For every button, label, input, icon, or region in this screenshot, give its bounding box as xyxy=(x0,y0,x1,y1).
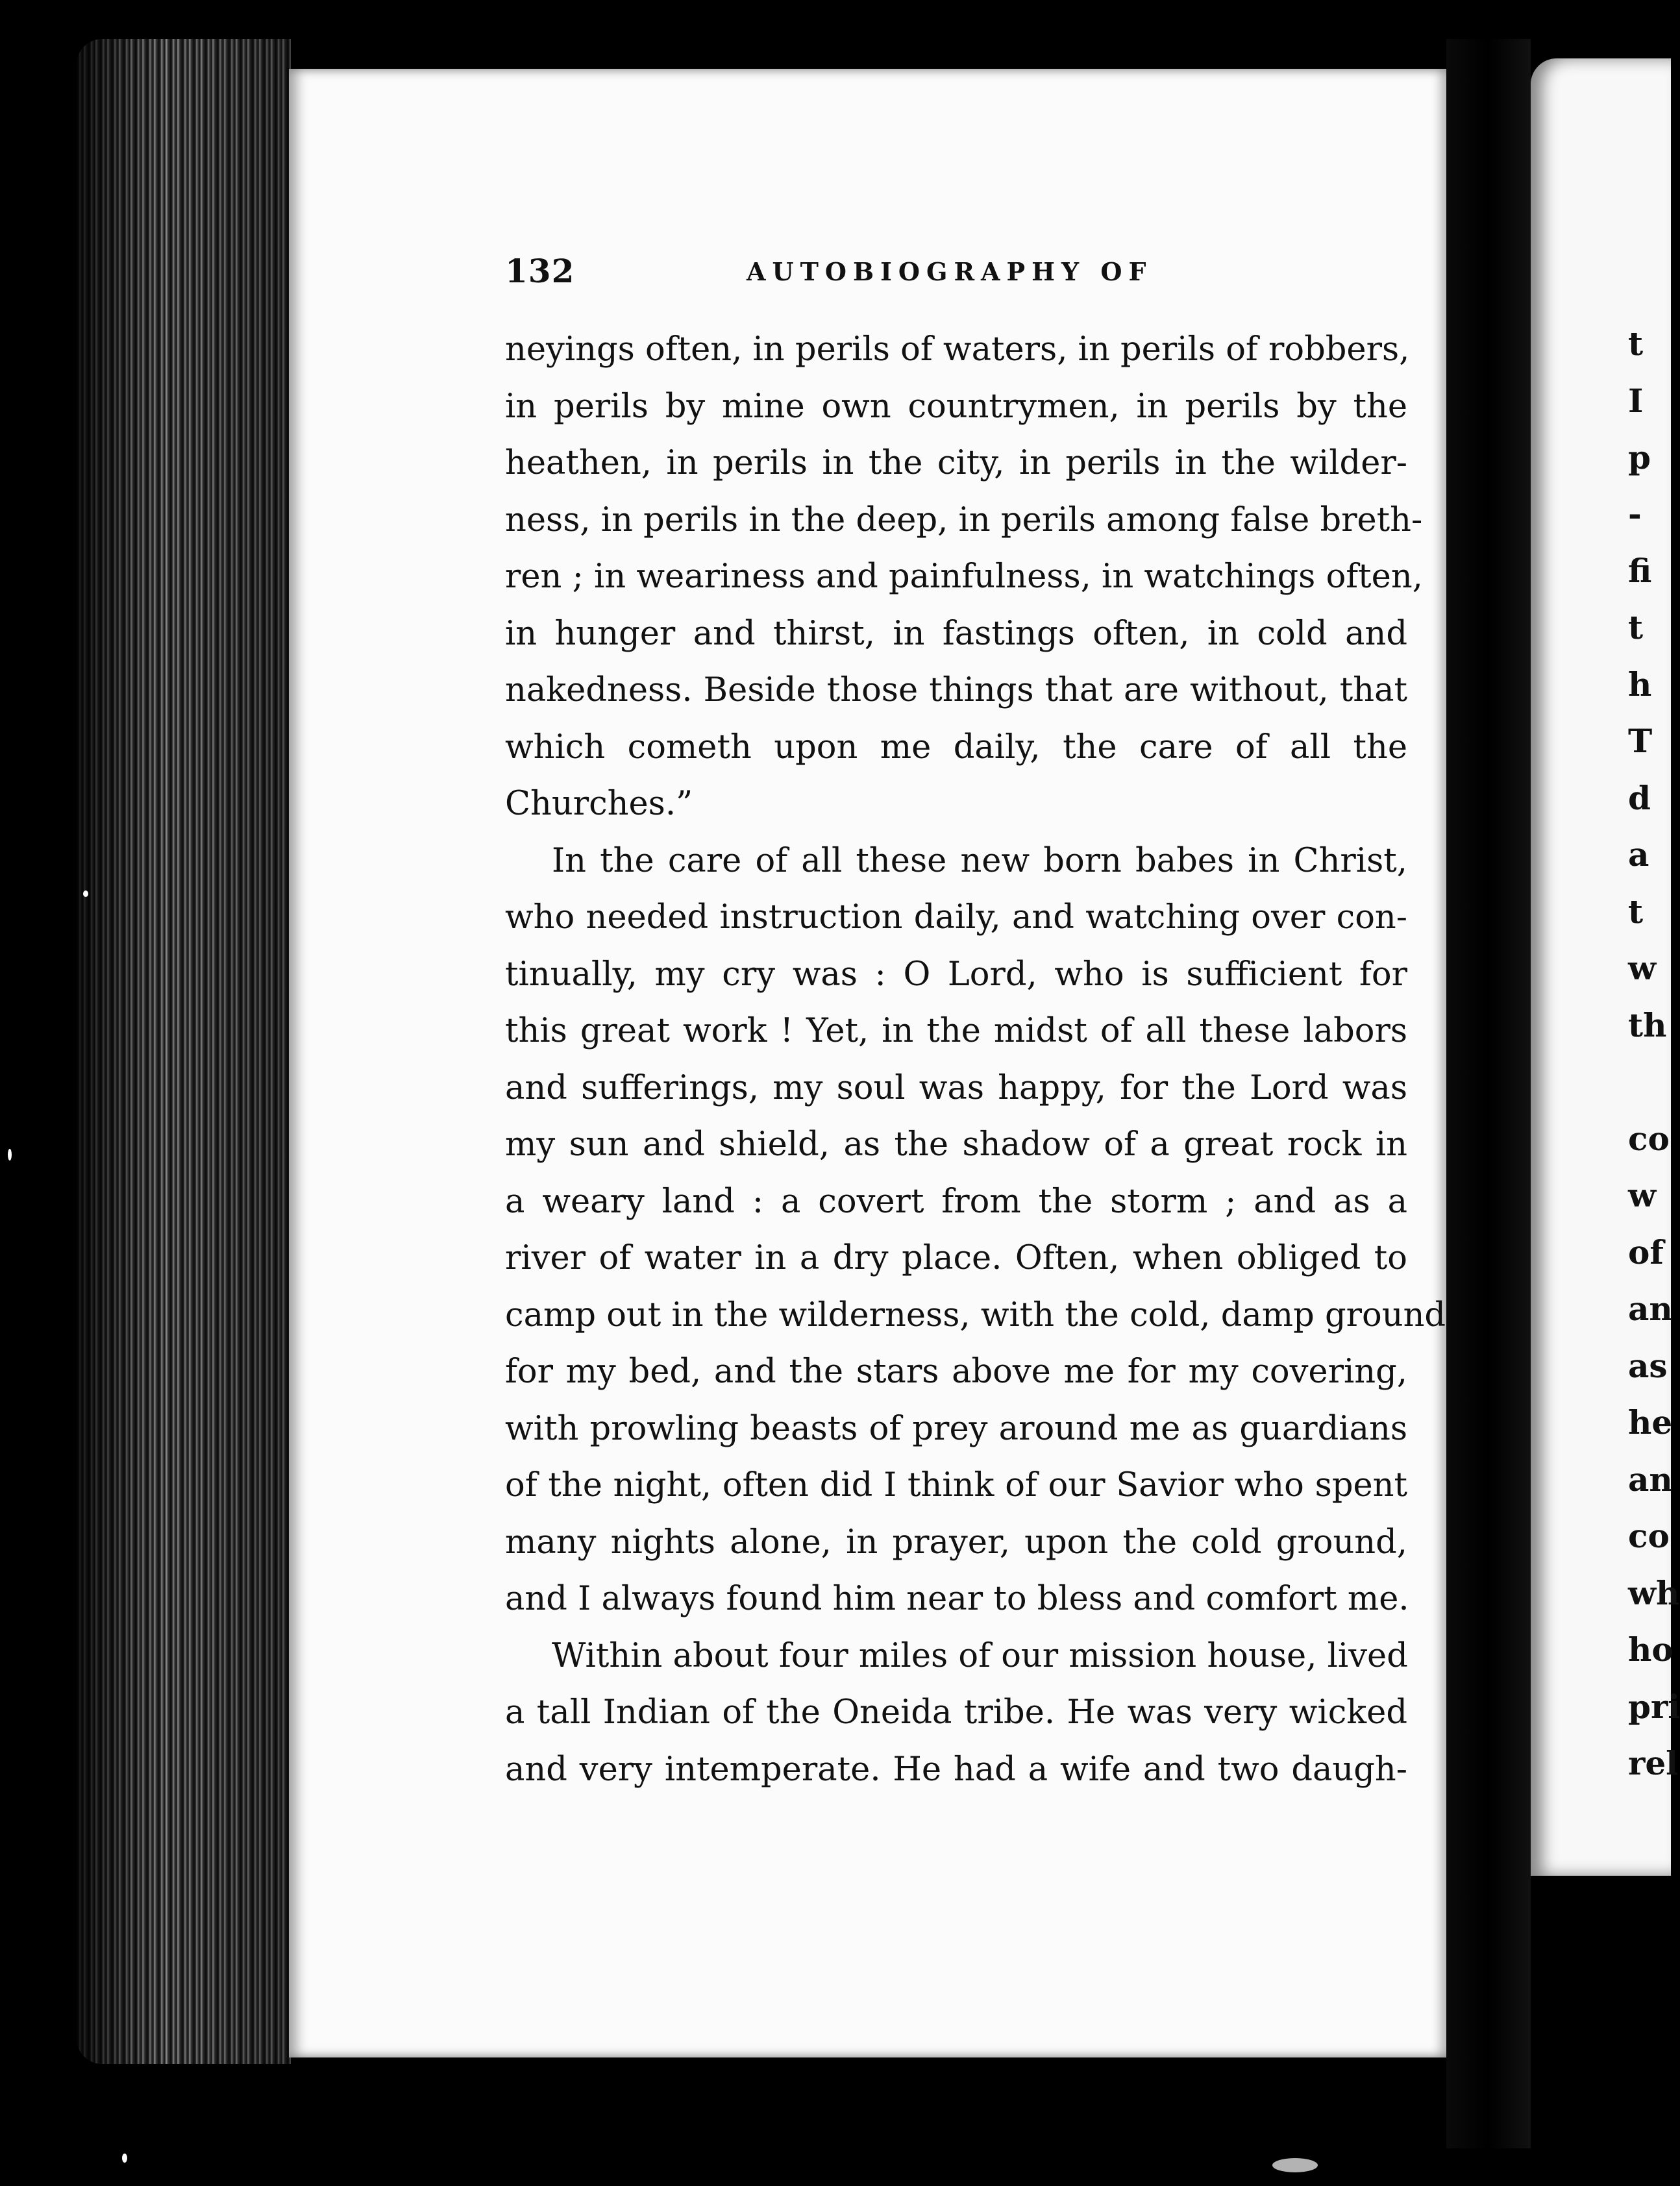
text-line: and I always found him near to bless and comfort me. xyxy=(505,1580,1409,1618)
page-number: 132 xyxy=(505,252,575,290)
scan-speck xyxy=(8,1149,12,1161)
text-line: and sufferings, my soul was happy, for the Lord was xyxy=(505,1068,1407,1107)
text-line: Churches.” xyxy=(505,785,693,823)
text-line: heathen, in perils in the city, in perils in the wilder- xyxy=(505,444,1407,482)
facing-page xyxy=(1531,58,1680,1876)
text-line: this great work ! Yet, in the midst of all these labors xyxy=(505,1012,1407,1050)
facing-page-fragment: wh xyxy=(1628,1574,1680,1612)
facing-page-fragment: he xyxy=(1628,1403,1673,1442)
page-header xyxy=(505,252,1414,291)
facing-page-fragment: h xyxy=(1628,665,1652,704)
text-line: river of water in a dry place. Often, when obliged to xyxy=(505,1239,1407,1277)
scan-speck xyxy=(122,2154,127,2163)
facing-page-fragment: t xyxy=(1628,325,1644,363)
text-line: of the night, often did I think of our Savior who spent xyxy=(505,1466,1407,1504)
text-line: a tall Indian of the Oneida tribe. He was very wicked xyxy=(505,1693,1407,1732)
facing-page-fragment: as xyxy=(1628,1347,1668,1385)
facing-page-fragment: d xyxy=(1628,779,1651,817)
text-line: in hunger and thirst, in fastings often, in cold and xyxy=(505,614,1407,653)
text-line: and very intemperate. He had a wife and two daugh- xyxy=(505,1750,1407,1789)
facing-page-fragment: co xyxy=(1628,1517,1670,1555)
text-line: Within about four miles of our mission house, lived xyxy=(552,1636,1408,1675)
facing-page-fragment: t xyxy=(1628,608,1644,646)
facing-page-fragment: a xyxy=(1628,835,1649,874)
text-line: ren ; in weariness and painfulness, in watchings often, xyxy=(505,558,1423,596)
text-line: a weary land : a covert from the storm ; and as a xyxy=(505,1182,1407,1221)
facing-page-fragment: an xyxy=(1628,1290,1673,1328)
text-line: which cometh upon me daily, the care of all the xyxy=(505,728,1407,767)
facing-page-fragment: an xyxy=(1628,1460,1673,1499)
facing-page-fragment: w xyxy=(1628,1176,1657,1214)
facing-page-fragment: of xyxy=(1628,1233,1664,1271)
text-line: who needed instruction daily, and watching over con- xyxy=(505,898,1407,937)
facing-page-fragment: - xyxy=(1628,495,1642,533)
facing-page-fragment: t xyxy=(1628,892,1644,931)
text-line: my sun and shield, as the shadow of a great rock in xyxy=(505,1125,1407,1164)
facing-page-fragment: T xyxy=(1628,722,1653,760)
text-line: for my bed, and the stars above me for my covering, xyxy=(505,1353,1407,1391)
facing-page-fragment: pri xyxy=(1628,1688,1680,1726)
body-text xyxy=(505,321,1446,1798)
facing-page-fragment: p xyxy=(1628,438,1651,476)
facing-page-fragment: ho xyxy=(1628,1630,1674,1669)
running-head: AUTOBIOGRAPHY OF xyxy=(747,257,1153,286)
text-line: tinually, my cry was : O Lord, who is sufficient for xyxy=(505,955,1407,994)
text-line: in perils by mine own countrymen, in perils by the xyxy=(505,387,1407,426)
text-line: ness, in perils in the deep, in perils among false breth- xyxy=(505,500,1423,539)
scan-speck xyxy=(83,890,88,897)
scan-speck xyxy=(1272,2158,1318,2172)
text-line: with prowling beasts of prey around me as guardians xyxy=(505,1409,1407,1448)
book-gutter xyxy=(1446,39,1531,2148)
facing-page-fragment: co xyxy=(1628,1120,1670,1158)
text-line: camp out in the wilderness, with the cold, damp ground xyxy=(505,1296,1446,1334)
facing-page-fragment: w xyxy=(1628,949,1657,987)
text-line: nakedness. Beside those things that are without, that xyxy=(505,671,1407,709)
page-edges-shadow xyxy=(77,39,291,2064)
facing-page-fragment: fi xyxy=(1628,552,1652,590)
text-line: many nights alone, in prayer, upon the cold ground, xyxy=(505,1523,1407,1562)
text-line: In the care of all these new born babes in Christ, xyxy=(552,841,1407,880)
facing-page-fragment: I xyxy=(1628,382,1644,420)
text-line: neyings often, in perils of waters, in perils of robbers, xyxy=(505,330,1410,369)
facing-page-fragment: rel xyxy=(1628,1744,1679,1782)
facing-page-fragment: th xyxy=(1628,1006,1667,1044)
